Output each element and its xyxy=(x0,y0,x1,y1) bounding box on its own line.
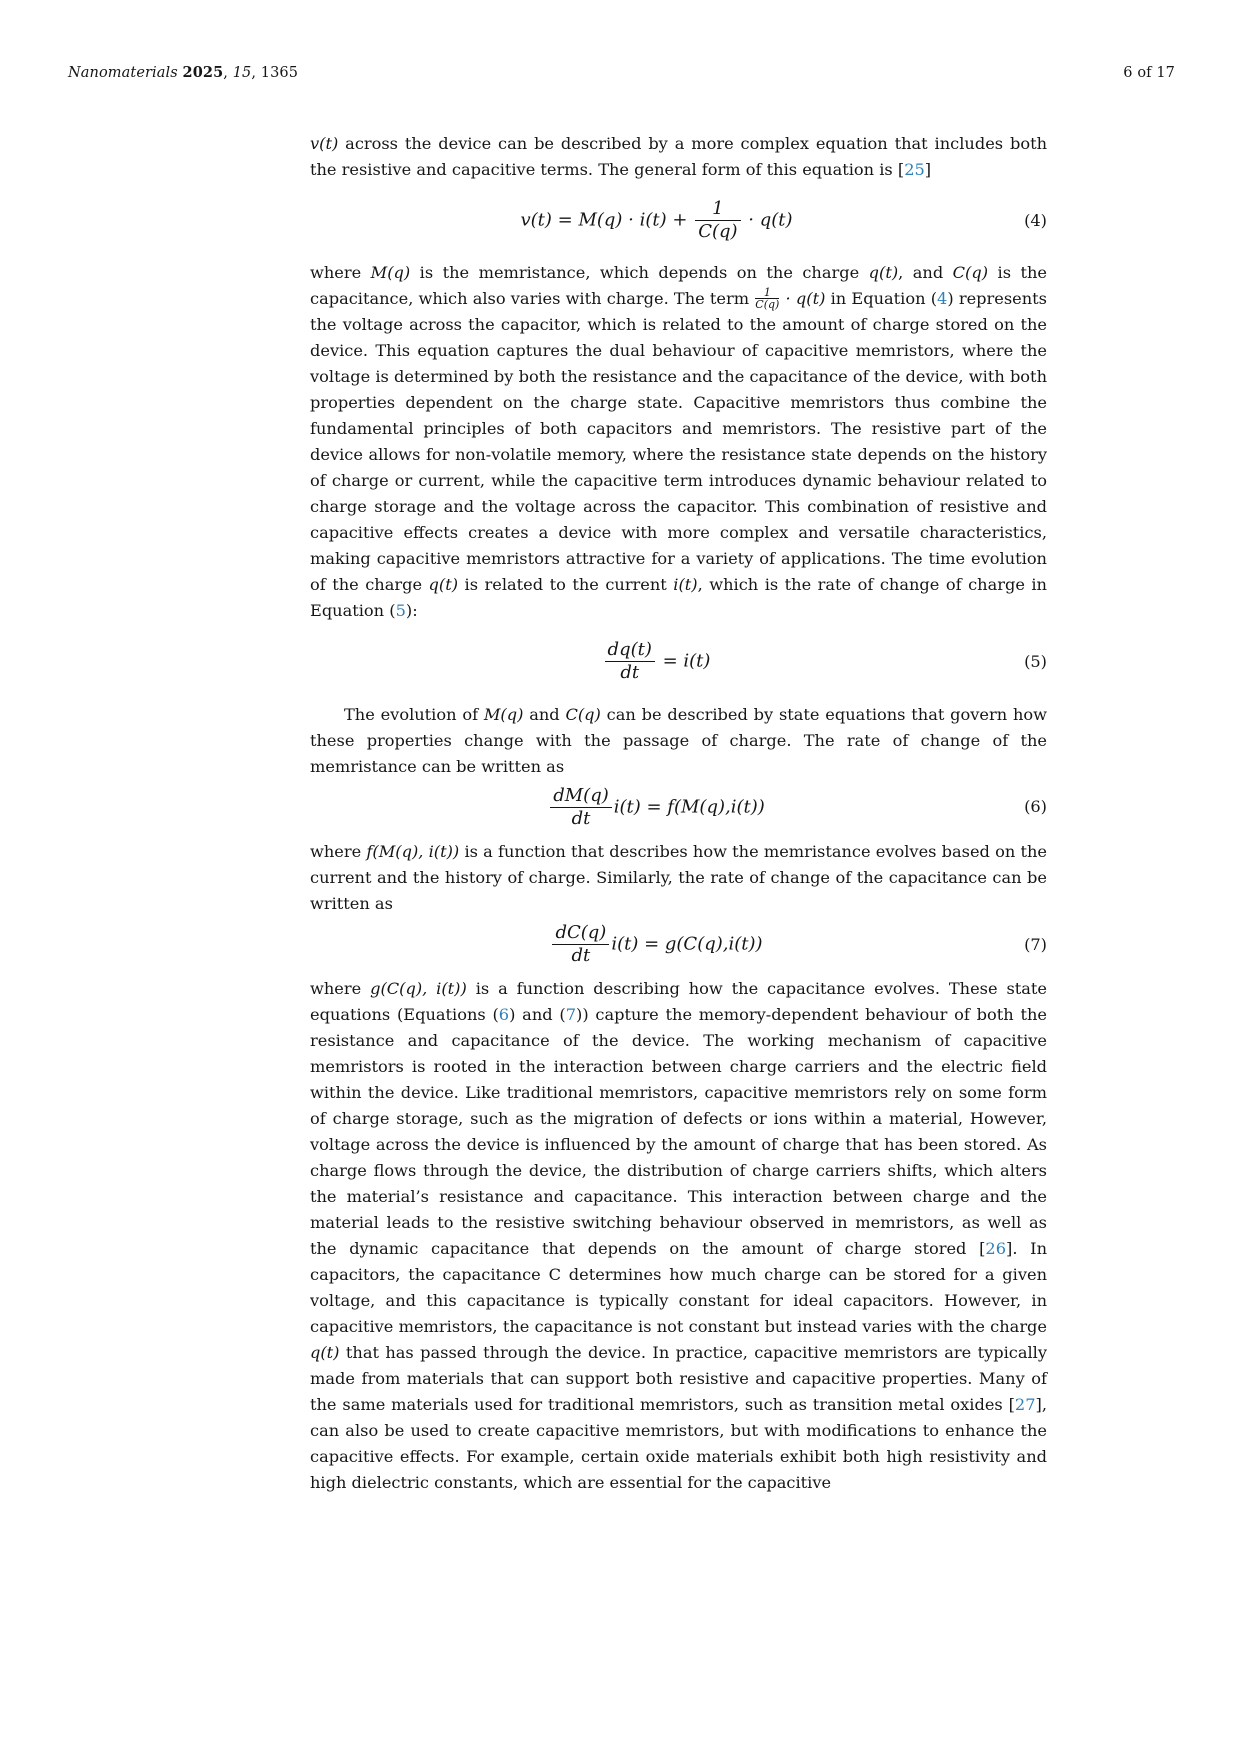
citation-link[interactable]: 25 xyxy=(904,160,925,179)
equation-6 xyxy=(310,786,1047,829)
math-run: g(C(q), i(t)) xyxy=(370,979,467,999)
text-run: is the capacitance, which also varies with charge. The term xyxy=(310,263,1047,309)
article-body xyxy=(310,131,1047,1496)
math-run: v(t) xyxy=(310,134,339,153)
text-run: The evolution of xyxy=(344,704,484,724)
text-run: and xyxy=(523,704,566,724)
math-run: 15 xyxy=(232,65,252,81)
citation-link[interactable]: 6 xyxy=(498,1005,510,1025)
text-run: ]. In capacitors, the capacitance C determines how much charge can be stored for a given voltage, and this capacitance is typically constant for ideal capacitors. However, in capacitive memristors, the capacitance is not constant but instead varies with the charge xyxy=(310,1239,1047,1337)
equation-7-number: (7) xyxy=(1024,934,1047,954)
citation-link[interactable]: 7 xyxy=(565,1005,577,1025)
text-run: ], can also be used to create capacitive memristors, but with modifications to enhance the capacitive effects. For example, certain oxide materials exhibit both high resistivity and high dielectric constants, which are essential for the capacitive xyxy=(310,1395,1047,1493)
equation-4 xyxy=(310,199,1047,242)
text-run: where xyxy=(310,263,371,283)
citation-link[interactable]: 27 xyxy=(1014,1395,1036,1415)
math-run: Nanomaterials xyxy=(68,65,183,81)
text-run: where xyxy=(310,841,367,861)
fraction: $\frac{1}{C(q)}$ xyxy=(695,199,740,242)
math-run: = i(t) xyxy=(656,650,711,672)
text-run: can be described by state equations that govern how these properties change with the passage of charge. The rate of change of the memristance can be written as xyxy=(310,704,1047,776)
text-run: , which is the rate of change of charge in Equation ( xyxy=(310,575,1047,621)
fraction: $\frac{1}{C(q)}$ xyxy=(755,285,780,312)
text-run: is related to the current xyxy=(458,575,674,595)
text-run: , 1365 xyxy=(251,65,299,81)
citation-link[interactable]: 4 xyxy=(937,289,948,309)
page-number: 6 of 17 xyxy=(1123,65,1175,81)
text-run: is the memristance, which depends on the charge xyxy=(410,263,869,283)
text-run: in Equation ( xyxy=(825,289,938,309)
math-run: C(q) xyxy=(565,704,601,724)
math-run: · q(t) xyxy=(780,289,826,309)
equation-6-body xyxy=(310,786,1003,829)
math-run: i(t) xyxy=(673,575,698,595)
equation-4-number: (4) xyxy=(1024,210,1047,230)
text-run: ) and ( xyxy=(509,1005,566,1025)
math-run: f(M(q), i(t)) xyxy=(366,841,460,861)
text-run: 2025 xyxy=(182,64,224,81)
text-run: where xyxy=(310,979,371,999)
citation-link[interactable]: 5 xyxy=(395,601,406,621)
math-run: v(t) = M(q) · i(t) + xyxy=(520,209,694,231)
text-run: ) represents the voltage across the capacitor, which is related to the amount of charge stored on the device. This equation captures the dual behaviour of capacitive memristors, where the voltage is determined by both the resistance and the capacitance of the device, with both properties dependent on the charge state. Capacitive memristors thus combine the fundamental principles of both capacitors and memristors. The resistive part of the device allows for non-volatile memory, where the resistance state depends on the history of charge or current, while the capacitive term introduces dynamic behaviour related to charge storage and the voltage across the capacitor. This combination of resistive and capacitive effects creates a device with more complex and versatile characteristics, making capacitive memristors attractive for a variety of applications. The time evolution of the charge xyxy=(310,289,1047,595)
equation-4-body xyxy=(310,199,1003,242)
text-run: ] xyxy=(924,160,932,179)
paragraph-1 xyxy=(310,131,1047,183)
paragraph-2 xyxy=(310,260,1047,624)
math-run: C(q) xyxy=(952,263,989,283)
math-run: M(q) xyxy=(370,263,411,283)
math-run: q(t) xyxy=(310,1343,340,1363)
equation-7-body xyxy=(310,923,1003,966)
equation-7 xyxy=(310,923,1047,966)
math-run: q(t) xyxy=(428,575,459,595)
equation-5 xyxy=(310,640,1047,683)
paragraph-4 xyxy=(310,839,1047,917)
equation-6-number: (6) xyxy=(1024,797,1047,817)
equation-5-number: (5) xyxy=(1024,651,1047,671)
text-run: that has passed through the device. In practice, capacitive memristors are typically made from materials that can support both resistive and capacitive properties. Many of the same materials used for traditional memristors, such as transition metal oxides [ xyxy=(310,1343,1047,1415)
paragraph-5 xyxy=(310,976,1047,1496)
text-run: ): xyxy=(405,601,418,621)
fraction: $\frac{dC(q)}{dt}$ xyxy=(552,923,609,966)
citation-link[interactable]: 26 xyxy=(985,1239,1007,1259)
fraction: $\frac{dq(t)}{dt}$ xyxy=(605,640,655,683)
math-run: q(t) xyxy=(868,263,899,283)
text-run: is a function describing how the capacitance evolves. These state equations (Equations ( xyxy=(310,979,1047,1025)
equation-5-body xyxy=(310,640,1003,683)
fraction: $\frac{dM(q)}{dt}$ xyxy=(550,786,612,829)
math-run: i(t) = g(C(q),i(t)) xyxy=(611,933,763,955)
text-run: across the device can be described by a more complex equation that includes both the resistive and capacitive terms. The general form of this equation is [ xyxy=(310,134,1047,179)
page-header xyxy=(68,64,1175,81)
math-run: · q(t) xyxy=(742,209,793,231)
journal-citation xyxy=(68,64,298,81)
text-run: )) capture the memory-dependent behaviour of both the resistance and capacitance of the device. The working mechanism of capacitive memristors is rooted in the interaction between charge carriers and the electric field within the device. Like traditional memristors, capacitive memristors rely on some form of charge storage, such as the migration of defects or ions within a material, However, voltage across the device is influenced by the amount of charge that has been stored. As charge flows through the device, the distribution of charge carriers shifts, which alters the material’s resistance and capacitance. This interaction between charge and the material leads to the resistive switching behaviour observed in memristors, as well as the dynamic capacitance that depends on the amount of charge stored [ xyxy=(310,1005,1047,1259)
text-run: , xyxy=(223,65,233,81)
text-run: , and xyxy=(898,263,953,283)
text-run: is a function that describes how the memristance evolves based on the current and the history of charge. Similarly, the rate of change of the capacitance can be written as xyxy=(310,841,1048,913)
math-run: M(q) xyxy=(483,704,524,724)
paragraph-3 xyxy=(310,702,1047,780)
math-run: i(t) = f(M(q),i(t)) xyxy=(613,796,765,818)
